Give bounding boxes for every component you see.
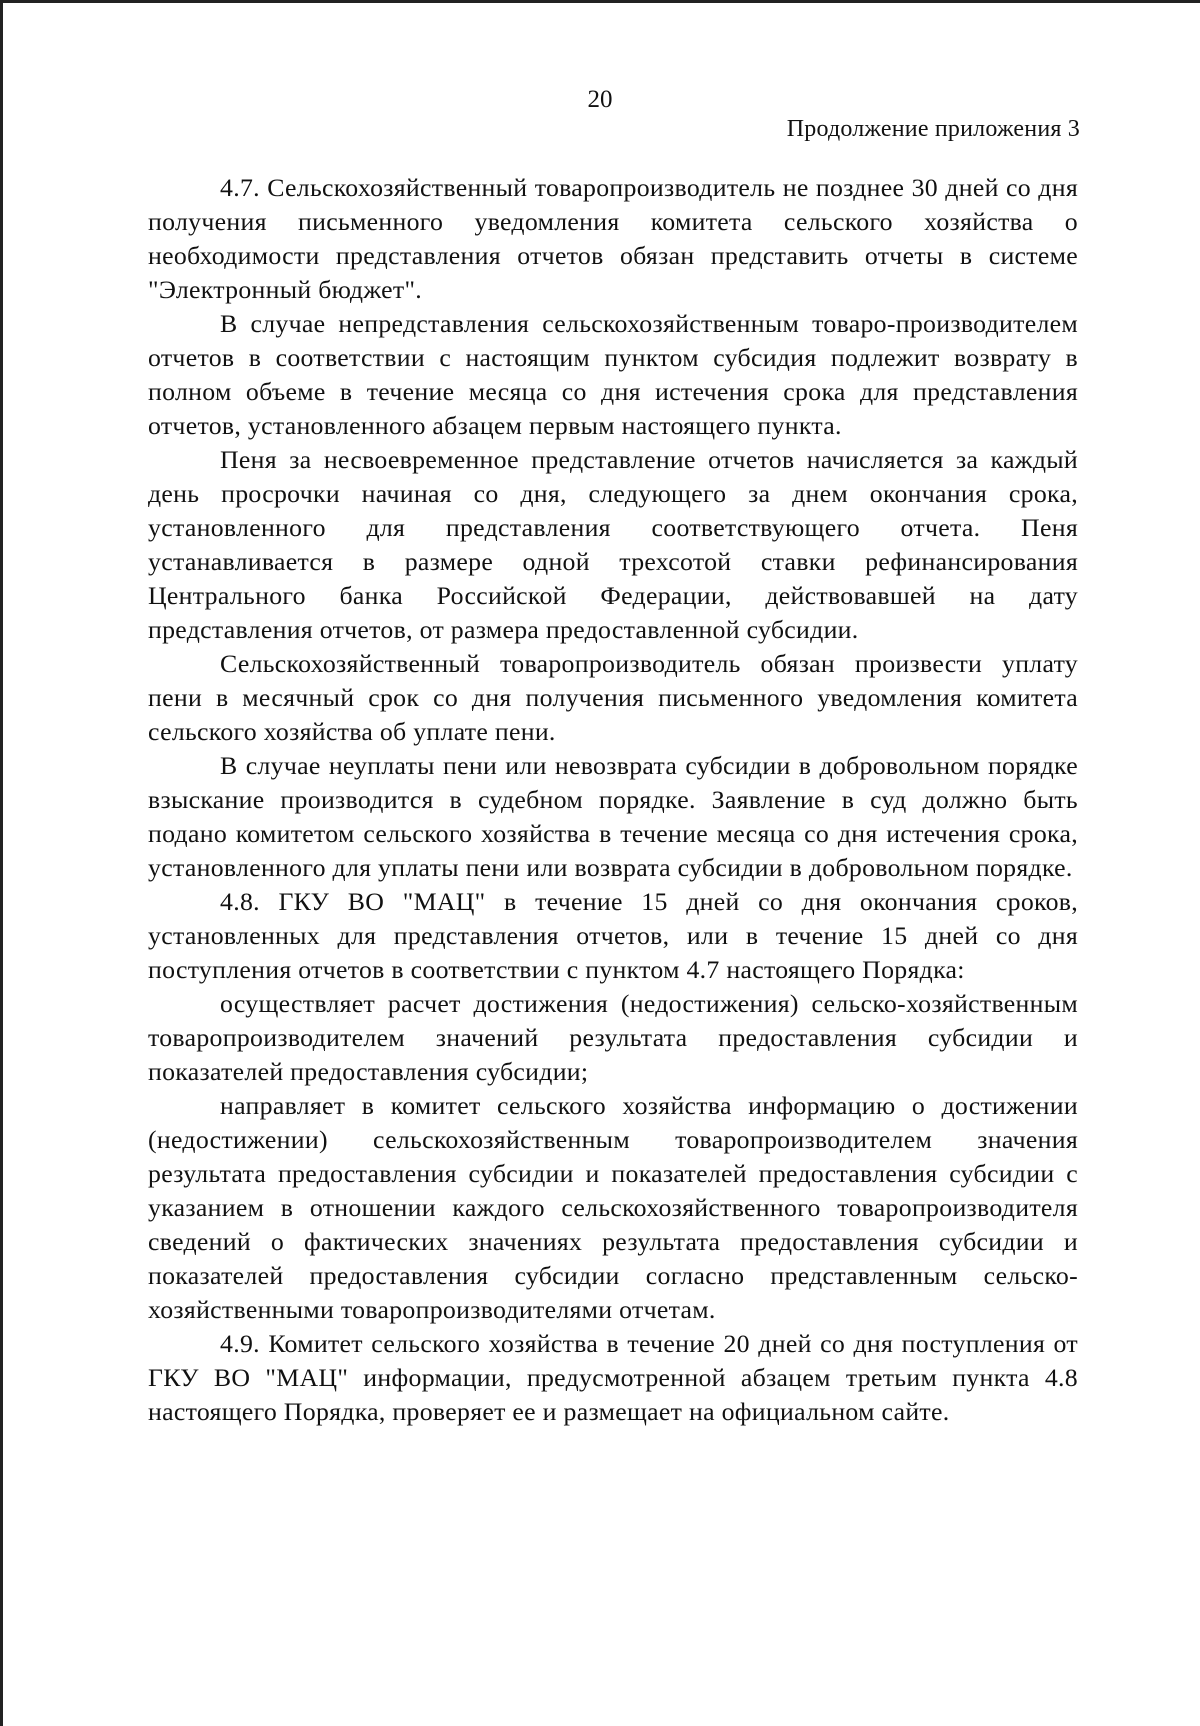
paragraph-court-recovery: В случае неуплаты пени или невозврата субсидии в добровольном порядке взыскание производится в судебном порядке. Заявление в суд должно быть подано комитетом сельского хозяйства в течение месяца со дня истечения срока, установленного для уплаты пени или возврата субсидии в добровольном порядке. [148, 751, 1078, 882]
document-body [148, 171, 1078, 1429]
paragraph-4-8-calculation: осуществляет расчет достижения (недостижения) сельско-хозяйственным товаропроизводителем значений результата предоставления субсидии и показателей предоставления субсидии; [148, 989, 1078, 1086]
paragraph-4-9: 4.9. Комитет сельского хозяйства в течение 20 дней со дня поступления от ГКУ ВО "МАЦ" информации, предусмотренной абзацем третьим пункта 4.8 настоящего Порядка, проверяет ее и размещает на официальном сайте. [148, 1329, 1078, 1426]
page-number: 20 [587, 86, 613, 113]
paragraph-penalty-payment: Сельскохозяйственный товаропроизводитель обязан произвести уплату пени в месячный срок со дня получения письменного уведомления комитета сельского хозяйства об уплате пени. [148, 649, 1078, 746]
paragraph-4-8-information: направляет в комитет сельского хозяйства информацию о достижении (недостижении) сельскохозяйственным товаропроизводителем значения результата предоставления субсидии и показателей предоставления субсидии с указанием в отношении каждого сельскохозяйственного товаропроизводителя сведений о фактических значениях результата предоставления субсидии и показателей предоставления субсидии согласно представленным сельско-хозяйственными товаропроизводителями отчетам. [148, 1091, 1078, 1324]
paragraph-4-8: 4.8. ГКУ ВО "МАЦ" в течение 15 дней со дня окончания сроков, установленных для представления отчетов, или в течение 15 дней со дня поступления отчетов в соответствии с пунктом 4.7 настоящего Порядка: [148, 887, 1078, 984]
appendix-continuation-label: Продолжение приложения 3 [786, 116, 1080, 142]
paragraph-penalty: Пеня за несвоевременное представление отчетов начисляется за каждый день просрочки начиная со дня, следующего за днем окончания срока, установленного для представления соответствующего отчета. Пеня устанавливается в размере одной трехсотой ставки рефинансирования Центрального банка Российской Федерации, действовавшей на дату представления отчетов, от размера предоставленной субсидии. [148, 445, 1078, 644]
paragraph-non-submission: В случае непредставления сельскохозяйственным товаро-производителем отчетов в соответствии с настоящим пунктом субсидия подлежит возврату в полном объеме в течение месяца со дня истечения срока для представления отчетов, установленного абзацем первым настоящего пункта. [148, 309, 1078, 440]
paragraph-4-7: 4.7. Сельскохозяйственный товаропроизводитель не позднее 30 дней со дня получения письменного уведомления комитета сельского хозяйства о необходимости представления отчетов обязан представить отчеты в системе "Электронный бюджет". [148, 173, 1078, 304]
scan-border-left [0, 0, 3, 1726]
scan-border-top [0, 0, 1200, 3]
